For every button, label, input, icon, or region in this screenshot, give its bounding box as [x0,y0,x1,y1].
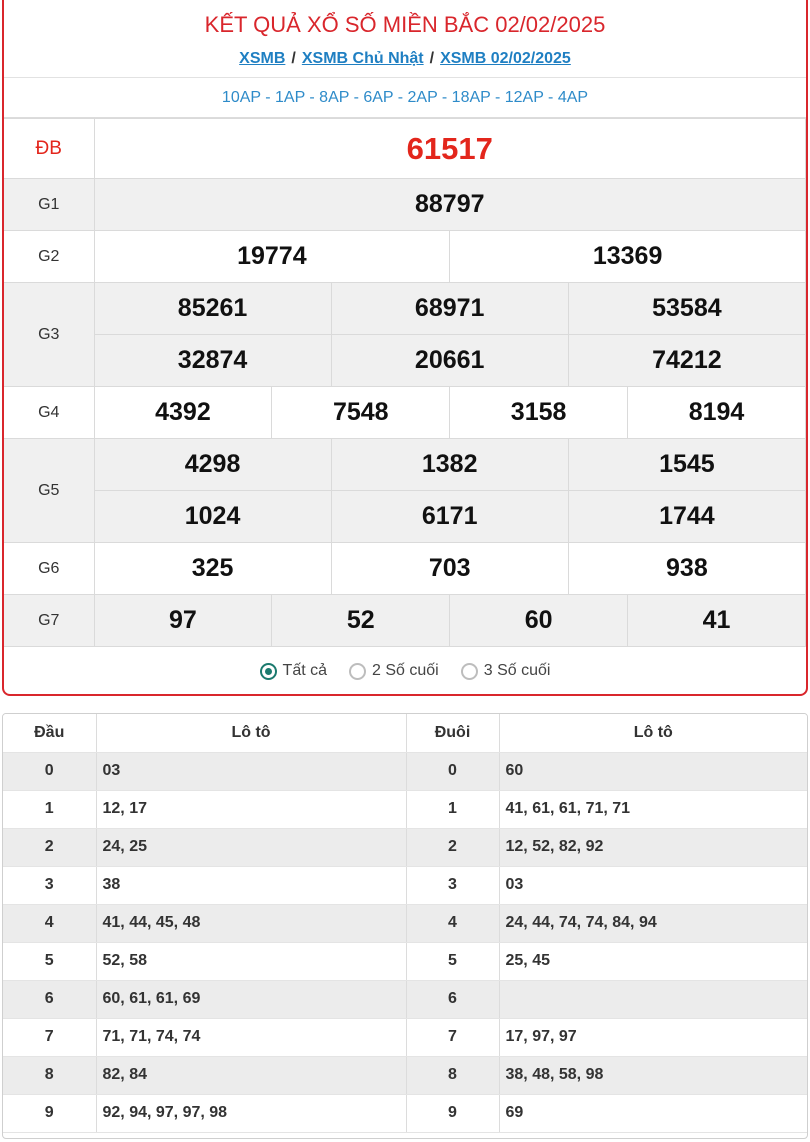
loto-duoi-values: 24, 44, 74, 74, 84, 94 [499,904,807,942]
prize-label-g7: G7 [4,595,94,647]
prize-label-g6: G6 [4,543,94,595]
page-title: KẾT QUẢ XỔ SỐ MIỀN BẮC 02/02/2025 [204,12,606,37]
results-card [2,0,808,696]
prize-value-g7: 41 [628,595,806,647]
prize-label-g2: G2 [4,231,94,283]
prize-row-g2 [4,231,806,283]
prize-label-g3: G3 [4,283,94,387]
loto-dau-values: 38 [96,866,406,904]
prize-label-g4: G4 [4,387,94,439]
prize-row-g5 [4,439,806,491]
filter-2-digits-radio[interactable] [349,662,439,680]
loto-dau-values: 71, 71, 74, 74 [96,1018,406,1056]
breadcrumb-separator: / [291,50,296,67]
prize-value-db: 61517 [94,119,806,179]
loto-dau-values: 92, 94, 97, 97, 98 [96,1094,406,1132]
prize-row-g5 [4,491,806,543]
prize-value-g5: 1545 [568,439,805,491]
radio-selected-icon[interactable] [260,663,277,680]
loto-row [3,1094,807,1132]
prize-row-g3 [4,283,806,335]
link-xsmb-chu-nhat[interactable]: XSMB Chủ Nhật [301,50,424,67]
link-xsmb[interactable]: XSMB [239,50,286,67]
loto-row [3,1018,807,1056]
loto-dau-cell: 0 [3,752,96,790]
prize-label-g5: G5 [4,439,94,543]
loto-duoi-cell: 7 [406,1018,499,1056]
prize-value-g4: 4392 [94,387,272,439]
loto-duoi-values: 60 [499,752,807,790]
prize-value-g5: 1744 [568,491,805,543]
loto-row [3,942,807,980]
loto-duoi-values: 12, 52, 82, 92 [499,828,807,866]
filter-3-digits-radio[interactable] [461,662,551,680]
prize-value-g4: 3158 [450,387,628,439]
loto-dau-values: 24, 25 [96,828,406,866]
prize-value-g7: 52 [272,595,450,647]
prize-value-g1: 88797 [94,179,806,231]
prize-label-g1: G1 [4,179,94,231]
loto-duoi-values: 69 [499,1094,807,1132]
breadcrumb-separator: / [429,50,435,67]
loto-dau-values: 03 [96,752,406,790]
loto-body [3,752,807,1132]
loto-dau-cell: 6 [3,980,96,1018]
prize-value-g4: 8194 [628,387,806,439]
ticket-codes: 10AP - 1AP - 8AP - 6AP - 2AP - 18AP - 12AP - 4AP [4,78,806,118]
prize-value-g6: 325 [94,543,331,595]
prize-row-g6 [4,543,806,595]
prize-value-g3: 85261 [94,283,331,335]
loto-duoi-values: 17, 97, 97 [499,1018,807,1056]
prize-value-g4: 7548 [272,387,450,439]
loto-dau-cell: 7 [3,1018,96,1056]
filter-all-radio[interactable] [260,662,327,680]
prize-value-g5: 4298 [94,439,331,491]
loto-duoi-cell: 0 [406,752,499,790]
loto-dau-values: 52, 58 [96,942,406,980]
loto-dau-values: 82, 84 [96,1056,406,1094]
prize-value-g3: 53584 [568,283,805,335]
prize-value-g2: 19774 [94,231,450,283]
loto-dau-values: 41, 44, 45, 48 [96,904,406,942]
loto-dau-cell: 2 [3,828,96,866]
loto-dau-cell: 3 [3,866,96,904]
radio-empty-icon[interactable] [349,663,366,680]
column-header-dau: Đầu [3,714,96,752]
loto-row [3,980,807,1018]
prize-value-g3: 68971 [331,283,568,335]
radio-empty-icon[interactable] [461,663,478,680]
prize-value-g5: 6171 [331,491,568,543]
prize-label-db: ĐB [4,119,94,179]
loto-duoi-cell: 4 [406,904,499,942]
loto-dau-cell: 4 [3,904,96,942]
filter-label: Tất cả [282,662,328,679]
loto-card [2,713,808,1139]
loto-duoi-cell: 9 [406,1094,499,1132]
loto-dau-values: 12, 17 [96,790,406,828]
filter-label: 3 Số cuối [483,662,551,679]
digit-filter [4,647,806,695]
loto-duoi-values: 03 [499,866,807,904]
results-table [4,118,806,647]
loto-row [3,904,807,942]
loto-duoi-values: 25, 45 [499,942,807,980]
loto-dau-cell: 1 [3,790,96,828]
loto-duoi-cell: 8 [406,1056,499,1094]
loto-row [3,866,807,904]
loto-dau-cell: 8 [3,1056,96,1094]
loto-duoi-cell: 5 [406,942,499,980]
loto-duoi-cell: 1 [406,790,499,828]
prize-value-g7: 60 [450,595,628,647]
prize-value-g5: 1382 [331,439,568,491]
loto-row [3,790,807,828]
prize-row-g3 [4,335,806,387]
loto-row [3,828,807,866]
column-header-loto: Lô tô [499,714,807,752]
prize-value-g3: 32874 [94,335,331,387]
prize-row-g1 [4,179,806,231]
column-header-duoi: Đuôi [406,714,499,752]
loto-row [3,1056,807,1094]
loto-dau-cell: 9 [3,1094,96,1132]
loto-duoi-cell: 3 [406,866,499,904]
prize-value-g3: 20661 [331,335,568,387]
loto-duoi-values: 41, 61, 61, 71, 71 [499,790,807,828]
prize-value-g5: 1024 [94,491,331,543]
prize-value-g7: 97 [94,595,272,647]
link-xsmb-date[interactable]: XSMB 02/02/2025 [440,50,571,67]
loto-dau-values: 60, 61, 61, 69 [96,980,406,1018]
prize-row-g7 [4,595,806,647]
loto-duoi-cell: 6 [406,980,499,1018]
column-header-loto: Lô tô [96,714,406,752]
loto-table [3,714,807,1133]
breadcrumb [4,48,806,78]
prize-row-g4 [4,387,806,439]
filter-label: 2 Số cuối [372,662,439,679]
loto-duoi-values: 38, 48, 58, 98 [499,1056,807,1094]
loto-dau-cell: 5 [3,942,96,980]
loto-row [3,752,807,790]
prize-value-g6: 938 [568,543,805,595]
loto-header-row [3,714,807,752]
prize-value-g2: 13369 [450,231,806,283]
prize-row-db [4,119,806,179]
loto-duoi-values [499,980,807,1018]
prize-value-g3: 74212 [568,335,805,387]
prize-value-g6: 703 [331,543,568,595]
loto-duoi-cell: 2 [406,828,499,866]
